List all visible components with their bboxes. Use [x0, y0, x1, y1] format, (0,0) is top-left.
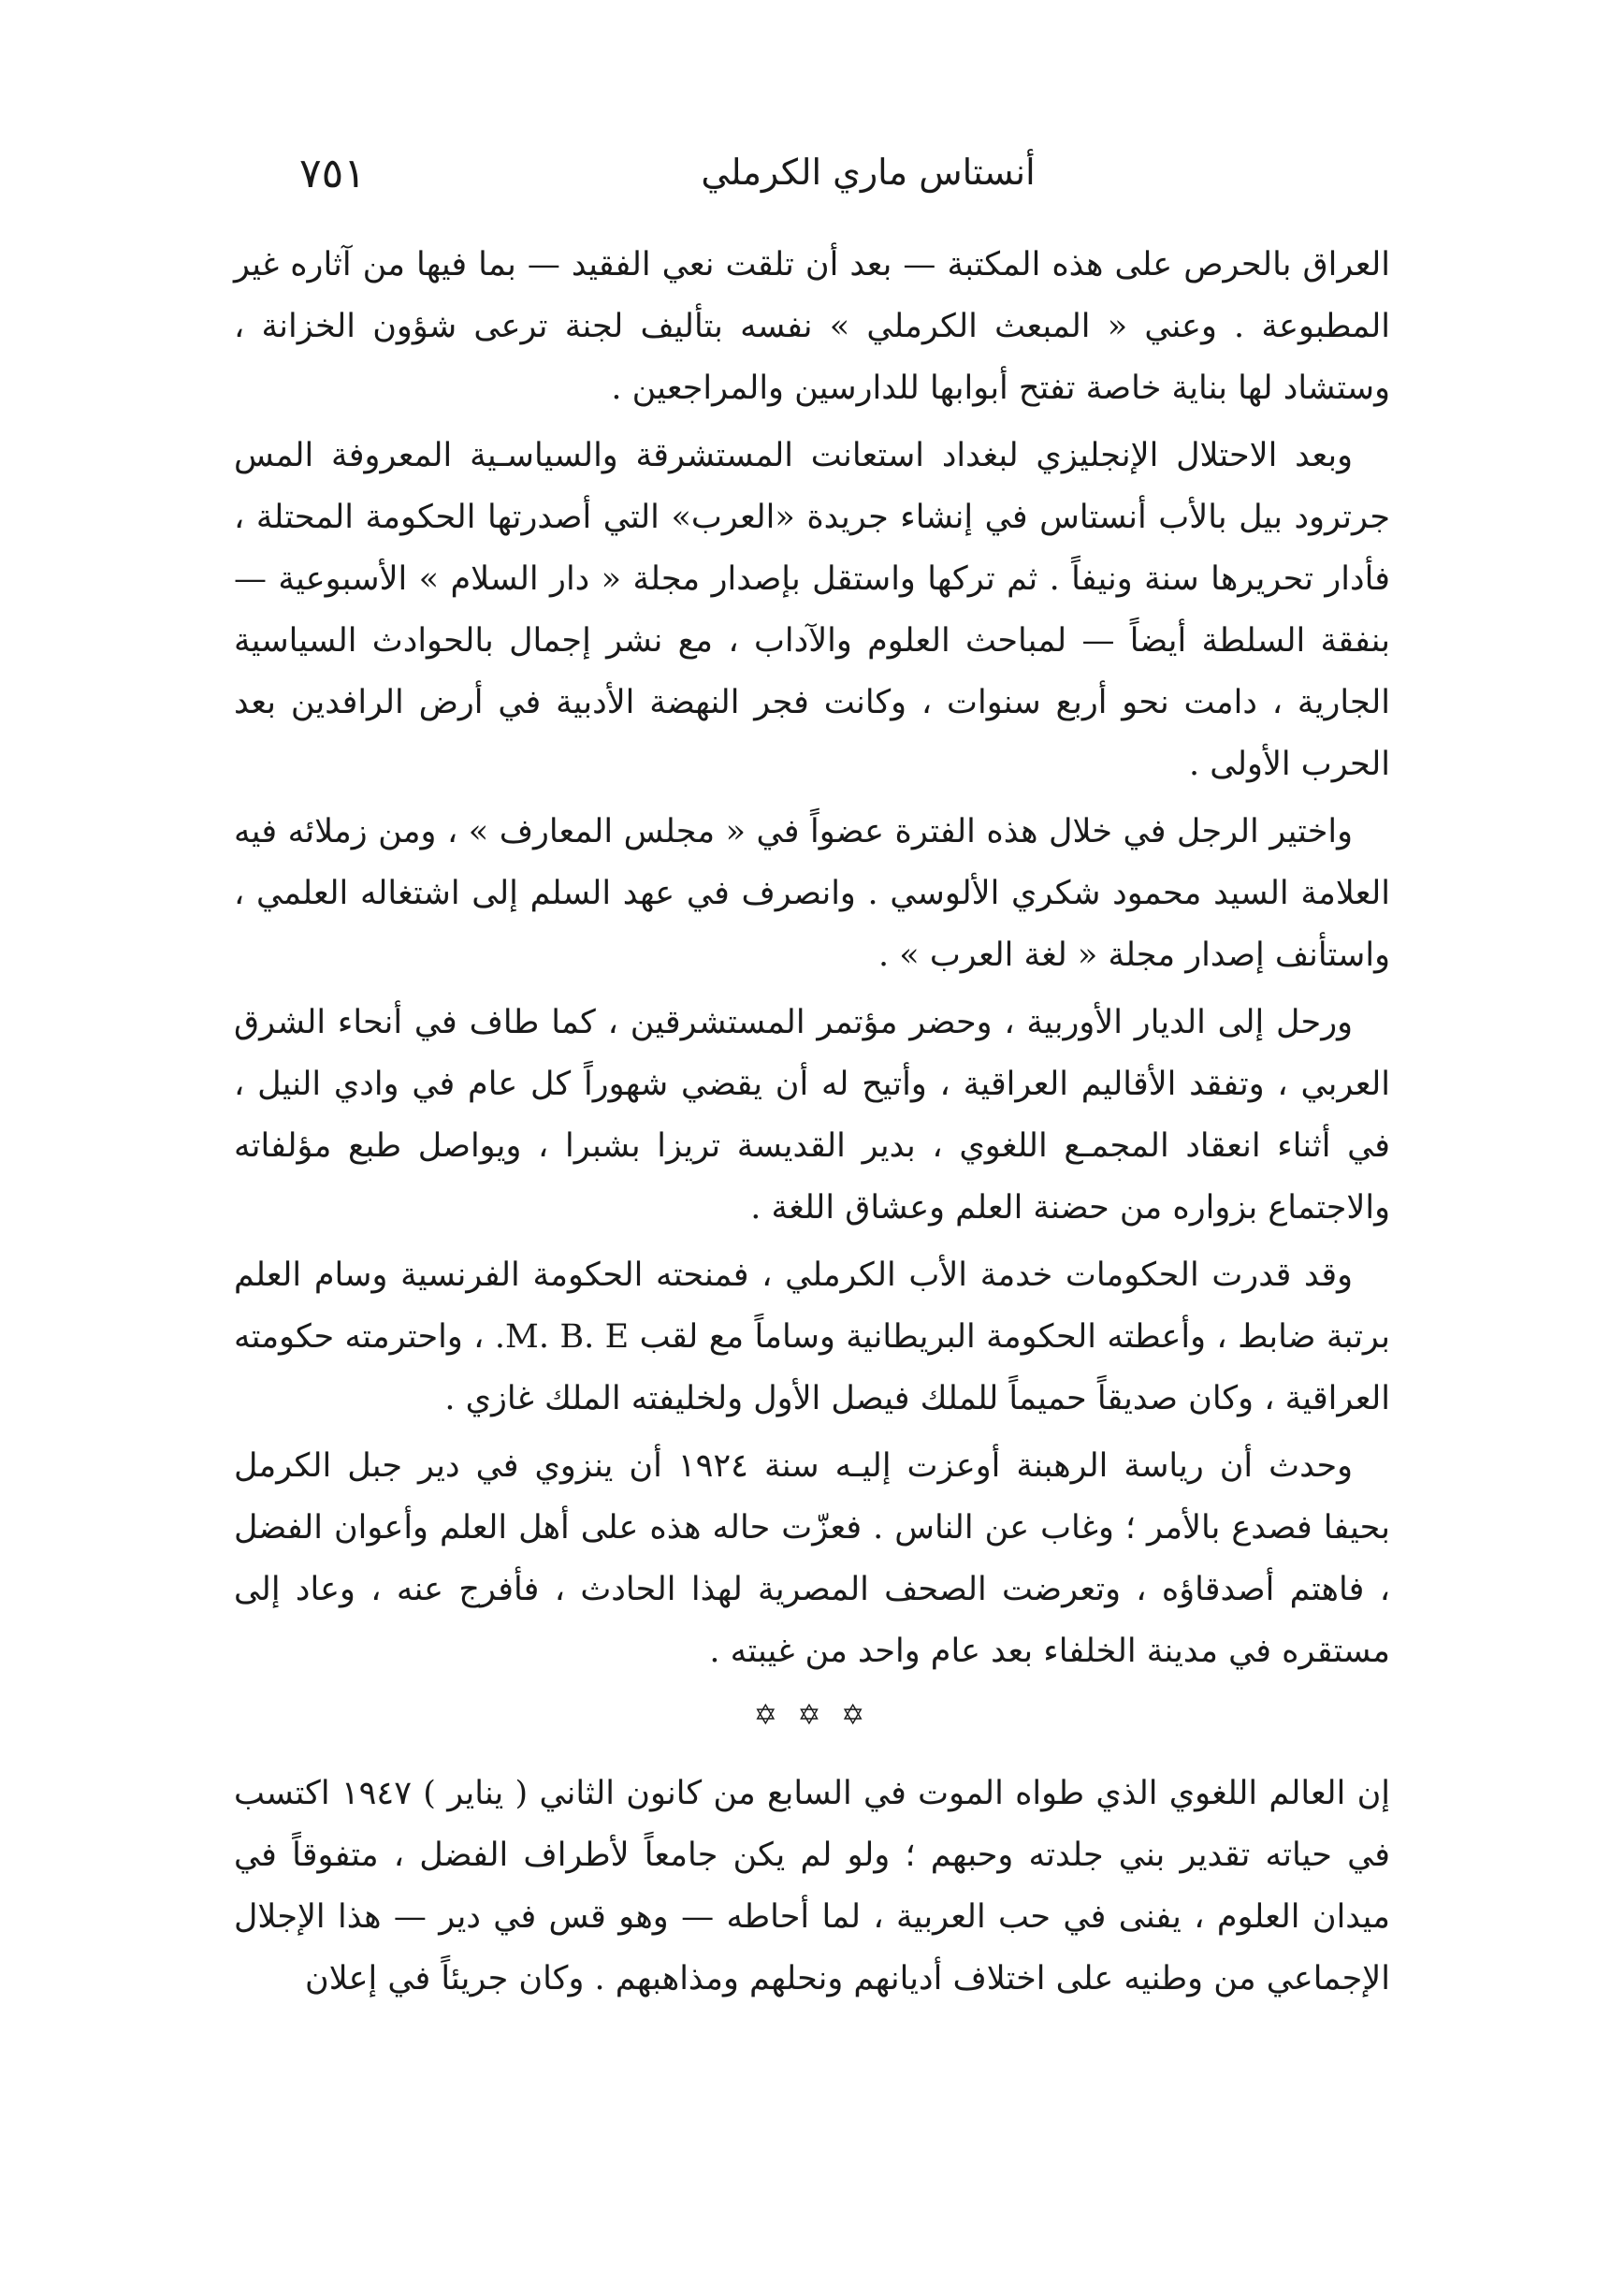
paragraph: وبعد الاحتلال الإنجليزي لبغداد استعانت المستشرقة والسياسـية المعروفة المس جرترود بيل بالأب أنستاس في إنشاء جريدة «العرب» التي أصدرتها الحكومة المحتلة ، فأدار تحريرها سنة ونيفاً . ثم تركها واستقل بإصدار مجلة « دار السلام » الأسبوعية — بنفقة السلطة أيضاً — لمباحث العلوم والآداب ، مع نشر إجمال بالحوادث السياسية الجارية ، دامت نحو أربع سنوات ، وكانت فجر النهضة الأدبية في أرض الرافدين بعد الحرب الأولى .: [234, 437, 1390, 783]
running-head: [234, 140, 1390, 206]
section-separator: ✡ ✡ ✡: [753, 1699, 871, 1732]
running-title: أنستاس ماري الكرملي: [701, 152, 1036, 193]
paragraph: العراق بالحرص على هذه المكتبة — بعد أن تلقت نعي الفقيد — بما فيها من آثاره غير المطبوعة . وعني « المبعث الكرملي » نفسه بتأليف لجنة ترعى شؤون الخزانة ، وستشاد لها بناية خاصة تفتح أبوابها للدارسين والمراجعين .: [234, 246, 1390, 407]
paragraph: ورحل إلى الديار الأوربية ، وحضر مؤتمر المستشرقين ، كما طاف في أنحاء الشرق العربي ، وتفقد الأقاليم العراقية ، وأتيح له أن يقضي شهوراً كل عام في وادي النيل ، في أثناء انعقاد المجمـع اللغوي ، بدير القديسة تريزا بشبرا ، ويواصل طبع مؤلفاته والاجتماع بزواره من حضنة العلم وعشاق اللغة .: [234, 1004, 1390, 1227]
page-number: ٧٥١: [299, 150, 366, 197]
paragraph: وقد قدرت الحكومات خدمة الأب الكرملي ، فمنحته الحكومة الفرنسية وسام العلم برتبة ضابط ، وأعطته الحكومة البريطانية وساماً مع لقب M. B. E. ، واحترمته حكومته العراقية ، وكان صديقاً حميماً للملك فيصل الأول ولخليفته الملك غازي .: [234, 1256, 1390, 1417]
document-page: [234, 140, 1390, 2199]
body-text: [234, 234, 1390, 2010]
paragraph: وحدث أن رياسة الرهبنة أوعزت إليـه سنة ١٩٢٤ أن ينزوي في دير جبل الكرمل بحيفا فصدع بالأمر ؛ وغاب عن الناس . فعزّت حاله هذه على أهل العلم وأعوان الفضل ، فاهتم أصدقاؤه ، وتعرضت الصحف المصرية لهذا الحادث ، فأفرج عنه ، وعاد إلى مستقره في مدينة الخلفاء بعد عام واحد من غيبته .: [234, 1447, 1390, 1670]
paragraph: إن العالم اللغوي الذي طواه الموت في السابع من كانون الثاني ( يناير ) ١٩٤٧ اكتسب في حياته تقدير بني جلدته وحبهم ؛ ولو لم يكن جامعاً لأطراف الفضل ، متفوقاً في ميدان العلوم ، يفنى في حب العربية ، لما أحاطه — وهو قس في دير — هذا الإجلال الإجماعي من وطنيه على اختلاف أديانهم ونحلهم ومذاهبهم . وكان جريئاً في إعلان: [234, 1775, 1390, 1997]
paragraph: واختير الرجل في خلال هذه الفترة عضواً في « مجلس المعارف » ، ومن زملائه فيه العلامة السيد محمود شكري الألوسي . وانصرف في عهد السلم إلى اشتغاله العلمي ، واستأنف إصدار مجلة « لغة العرب » .: [234, 813, 1390, 974]
